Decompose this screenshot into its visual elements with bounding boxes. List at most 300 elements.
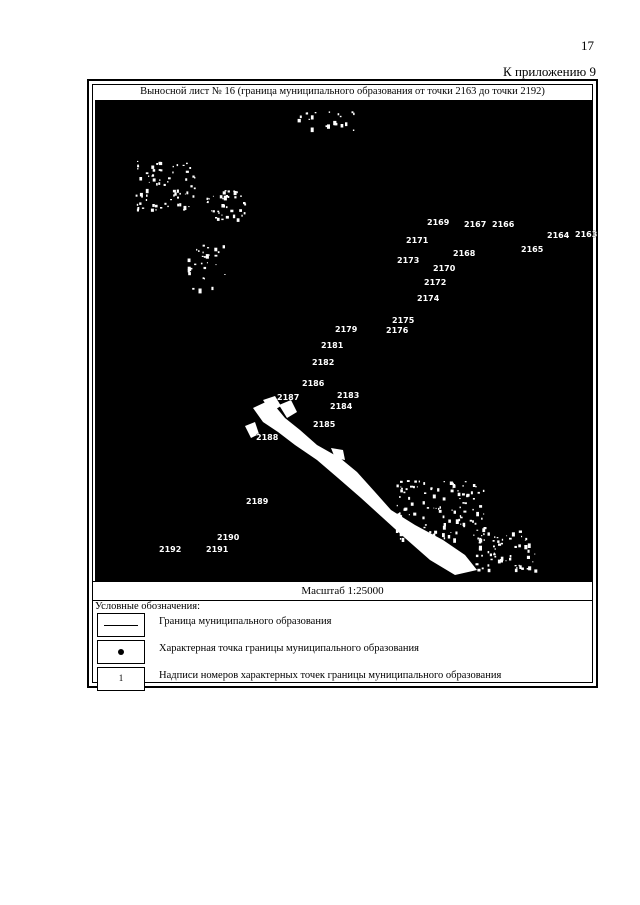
- terrain-feature: [476, 530, 478, 531]
- terrain-feature: [230, 210, 233, 213]
- map-sheet-frame: [87, 79, 598, 688]
- terrain-feature: [478, 492, 480, 494]
- terrain-feature: [139, 177, 142, 181]
- terrain-feature: [424, 527, 426, 528]
- terrain-feature: [153, 169, 156, 172]
- terrain-feature: [401, 488, 403, 489]
- terrain-feature: [482, 568, 484, 570]
- terrain-feature: [407, 480, 410, 482]
- terrain-feature: [410, 486, 413, 488]
- terrain-feature: [463, 523, 464, 525]
- point-label-2175: 2175: [392, 316, 415, 325]
- terrain-feature: [397, 485, 399, 488]
- terrain-feature: [199, 289, 202, 294]
- terrain-feature: [472, 509, 473, 511]
- terrain-feature: [183, 209, 185, 211]
- point-label-2176: 2176: [386, 326, 409, 335]
- terrain-feature: [479, 542, 482, 544]
- terrain-feature: [465, 502, 467, 504]
- terrain-feature: [137, 204, 138, 206]
- terrain-feature: [213, 196, 214, 197]
- terrain-feature: [224, 196, 227, 201]
- terrain-feature: [153, 178, 156, 181]
- terrain-feature: [494, 536, 495, 537]
- terrain-feature: [442, 533, 445, 537]
- point-label-2192: 2192: [159, 545, 182, 554]
- terrain-feature: [417, 486, 418, 487]
- terrain-feature: [203, 277, 205, 279]
- terrain-feature: [353, 130, 354, 132]
- settlement-area: [245, 396, 477, 575]
- terrain-feature: [414, 481, 417, 483]
- terrain-feature: [475, 523, 477, 525]
- terrain-feature: [458, 493, 461, 496]
- terrain-feature: [515, 569, 518, 572]
- terrain-feature: [234, 191, 237, 195]
- terrain-feature: [167, 181, 168, 183]
- terrain-feature: [209, 198, 210, 199]
- terrain-feature: [425, 524, 427, 526]
- terrain-feature: [209, 255, 210, 256]
- terrain-feature: [453, 538, 456, 543]
- terrain-feature: [188, 206, 189, 207]
- terrain-feature: [222, 198, 223, 200]
- terrain-feature: [521, 536, 522, 537]
- terrain-feature: [419, 481, 420, 483]
- terrain-feature: [228, 196, 229, 198]
- terrain-feature: [460, 507, 461, 509]
- terrain-feature: [172, 172, 173, 174]
- terrain-feature: [473, 498, 475, 500]
- point-label-2187: 2187: [277, 393, 300, 402]
- terrain-feature: [459, 498, 461, 499]
- terrain-feature: [333, 121, 336, 125]
- terrain-feature: [221, 219, 223, 221]
- terrain-feature: [462, 493, 465, 495]
- terrain-feature: [140, 193, 143, 197]
- terrain-feature: [151, 166, 154, 169]
- terrain-feature: [177, 197, 179, 199]
- terrain-feature: [397, 505, 398, 506]
- terrain-feature: [211, 287, 213, 290]
- terrain-feature: [433, 495, 436, 499]
- terrain-feature: [490, 554, 492, 557]
- terrain-feature: [149, 182, 150, 183]
- terrain-feature: [475, 486, 477, 487]
- terrain-feature: [528, 550, 530, 553]
- terrain-feature: [516, 567, 517, 569]
- point-label-2181: 2181: [321, 341, 344, 350]
- terrain-feature: [406, 488, 408, 490]
- terrain-feature: [436, 508, 437, 509]
- terrain-feature: [213, 210, 215, 212]
- terrain-feature: [501, 557, 504, 561]
- terrain-feature: [228, 190, 230, 192]
- terrain-feature: [502, 539, 503, 541]
- terrain-feature: [159, 162, 162, 165]
- terrain-feature: [497, 540, 499, 543]
- map-image: [95, 100, 598, 581]
- terrain-feature: [193, 195, 195, 197]
- terrain-feature: [493, 540, 495, 542]
- terrain-feature: [217, 211, 219, 213]
- terrain-feature: [244, 203, 246, 205]
- terrain-feature: [173, 190, 176, 193]
- point-label-2173: 2173: [397, 256, 420, 265]
- terrain-feature: [402, 538, 405, 542]
- terrain-feature: [168, 177, 171, 179]
- terrain-feature: [220, 195, 223, 198]
- terrain-feature: [186, 191, 188, 194]
- terrain-feature: [136, 195, 138, 197]
- terrain-feature: [482, 528, 485, 532]
- terrain-feature: [204, 256, 206, 258]
- terrain-feature: [444, 523, 446, 526]
- terrain-feature: [185, 178, 187, 181]
- terrain-feature: [443, 497, 446, 500]
- terrain-feature: [454, 511, 456, 514]
- terrain-feature: [225, 190, 227, 191]
- terrain-feature: [470, 520, 472, 522]
- terrain-feature: [164, 184, 166, 186]
- terrain-feature: [215, 217, 217, 219]
- terrain-feature: [142, 208, 144, 209]
- appendix-reference: К приложению 9: [503, 64, 596, 79]
- terrain-feature: [494, 556, 496, 558]
- terrain-feature: [298, 119, 301, 123]
- terrain-feature: [493, 554, 496, 556]
- terrain-feature: [198, 250, 200, 252]
- terrain-feature: [240, 195, 242, 197]
- terrain-feature: [215, 255, 218, 257]
- terrain-feature: [223, 245, 225, 248]
- terrain-feature: [481, 555, 483, 557]
- terrain-feature: [237, 218, 240, 222]
- terrain-feature: [460, 524, 461, 525]
- terrain-feature: [515, 565, 517, 566]
- terrain-feature: [483, 514, 484, 515]
- terrain-feature: [207, 247, 209, 248]
- terrain-feature: [433, 508, 434, 509]
- terrain-feature: [463, 511, 466, 513]
- terrain-feature: [164, 203, 166, 205]
- terrain-feature: [525, 538, 527, 540]
- terrain-feature: [156, 183, 158, 186]
- terrain-feature: [309, 119, 311, 120]
- terrain-feature: [423, 501, 425, 504]
- terrain-feature: [194, 264, 196, 266]
- terrain-feature: [188, 272, 191, 275]
- terrain-feature: [300, 116, 302, 119]
- terrain-feature: [493, 546, 495, 548]
- terrain-feature: [137, 168, 138, 170]
- legend-item-point: [97, 640, 577, 664]
- terrain-feature: [352, 111, 354, 113]
- settlement-patch: [253, 400, 477, 575]
- terrain-feature: [177, 190, 179, 193]
- terrain-feature: [481, 518, 483, 520]
- terrain-feature: [226, 216, 229, 219]
- terrain-feature: [221, 215, 222, 216]
- terrain-feature: [413, 513, 416, 516]
- terrain-feature: [484, 539, 485, 541]
- terrain-feature: [207, 202, 209, 203]
- point-label-2168: 2168: [453, 249, 476, 258]
- terrain-feature: [519, 565, 520, 567]
- terrain-feature: [207, 199, 208, 200]
- terrain-feature: [479, 505, 482, 508]
- terrain-feature: [448, 535, 450, 539]
- terrain-feature: [315, 112, 317, 113]
- point-label-2191: 2191: [206, 545, 229, 554]
- terrain-feature: [183, 165, 185, 166]
- terrain-feature: [218, 212, 219, 214]
- terrain-feature: [137, 165, 139, 168]
- terrain-feature: [488, 569, 491, 572]
- terrain-feature: [224, 274, 225, 275]
- terrain-feature: [326, 125, 328, 127]
- terrain-feature: [424, 492, 426, 494]
- terrain-feature: [448, 520, 451, 523]
- map-scale: Масштаб 1:25000: [93, 581, 592, 601]
- terrain-feature: [192, 288, 194, 290]
- terrain-feature: [413, 486, 415, 488]
- legend-label: Характерная точка границы муниципального образования: [159, 643, 419, 654]
- terrain-feature: [226, 206, 228, 208]
- point-label-2188: 2188: [256, 433, 279, 442]
- point-label-2190: 2190: [217, 533, 240, 542]
- terrain-feature: [472, 520, 474, 523]
- terrain-feature: [403, 492, 405, 494]
- terrain-feature: [505, 560, 506, 561]
- terrain-feature: [400, 481, 403, 483]
- terrain-feature: [188, 259, 191, 263]
- terrain-feature: [400, 489, 403, 492]
- terrain-feature: [483, 490, 485, 492]
- terrain-feature: [146, 189, 149, 193]
- terrain-feature: [488, 551, 490, 553]
- terrain-feature: [338, 113, 340, 115]
- terrain-feature: [345, 122, 347, 126]
- terrain-feature: [208, 198, 209, 199]
- terrain-feature: [215, 264, 216, 265]
- terrain-feature: [241, 215, 242, 217]
- legend-title: Условные обозначения:: [95, 601, 201, 612]
- point-label-2171: 2171: [406, 236, 429, 245]
- terrain-feature: [514, 546, 517, 548]
- terrain-feature: [462, 502, 464, 504]
- terrain-feature: [427, 507, 429, 509]
- terrain-feature: [509, 558, 511, 561]
- terrain-feature: [146, 199, 147, 201]
- terrain-feature: [422, 517, 424, 520]
- terrain-feature: [483, 533, 484, 535]
- terrain-feature: [234, 196, 236, 198]
- terrain-feature: [233, 215, 235, 219]
- sheet-title: Выносной лист № 16 (граница муниципального образования от точки 2163 до точки 2192): [140, 86, 545, 97]
- point-label-2172: 2172: [424, 278, 447, 287]
- terrain-feature: [423, 482, 425, 485]
- terrain-feature: [244, 212, 246, 214]
- terrain-feature: [411, 503, 414, 506]
- terrain-feature: [329, 111, 330, 113]
- terrain-feature: [146, 172, 149, 174]
- terrain-feature: [160, 169, 162, 171]
- point-label-2169: 2169: [427, 218, 450, 227]
- terrain-feature: [473, 484, 476, 487]
- terrain-feature: [444, 537, 445, 539]
- point-label-2182: 2182: [312, 358, 335, 367]
- point-number-symbol: [97, 667, 145, 691]
- map-sheet-inner-border: [92, 84, 598, 683]
- terrain-feature: [404, 508, 407, 511]
- terrain-feature: [437, 488, 439, 491]
- point-label-2185: 2185: [313, 420, 336, 429]
- terrain-feature: [218, 251, 220, 253]
- terrain-feature: [137, 209, 139, 212]
- point-label-2183: 2183: [337, 391, 360, 400]
- terrain-feature: [494, 553, 495, 554]
- point-label-2179: 2179: [335, 325, 358, 334]
- point-label-2174: 2174: [417, 294, 440, 303]
- terrain-feature: [307, 112, 308, 113]
- terrain-feature: [146, 195, 148, 197]
- terrain-feature: [510, 555, 512, 558]
- terrain-feature: [488, 564, 490, 566]
- terrain-feature: [476, 555, 479, 557]
- terrain-feature: [190, 185, 192, 187]
- terrain-feature: [528, 543, 531, 548]
- terrain-feature: [519, 531, 522, 533]
- point-label-2167: 2167: [464, 220, 487, 229]
- terrain-feature: [450, 482, 453, 486]
- terrain-feature: [457, 490, 458, 491]
- terrain-feature: [408, 497, 410, 500]
- terrain-feature: [311, 115, 314, 119]
- terrain-feature: [525, 540, 526, 541]
- terrain-feature: [186, 163, 188, 164]
- terrain-feature: [160, 207, 162, 209]
- terrain-feature: [524, 545, 527, 549]
- terrain-feature: [214, 248, 217, 252]
- boundary-line-symbol: [97, 613, 145, 637]
- terrain-feature: [473, 535, 474, 536]
- terrain-feature: [501, 543, 503, 545]
- terrain-feature: [444, 481, 446, 482]
- terrain-feature: [495, 548, 497, 549]
- terrain-feature: [173, 166, 174, 167]
- terrain-feature: [439, 510, 442, 513]
- terrain-feature: [498, 544, 501, 546]
- terrain-feature: [202, 256, 204, 257]
- terrain-feature: [477, 538, 479, 540]
- terrain-feature: [177, 164, 179, 166]
- terrain-feature: [438, 508, 439, 510]
- terrain-feature: [451, 490, 454, 493]
- terrain-feature: [450, 532, 451, 533]
- terrain-feature: [221, 204, 224, 208]
- point-label-2186: 2186: [302, 379, 325, 388]
- terrain-feature: [211, 210, 212, 211]
- terrain-feature: [152, 174, 154, 176]
- terrain-feature: [456, 519, 459, 524]
- terrain-feature: [497, 537, 499, 538]
- terrain-feature: [196, 249, 197, 251]
- terrain-feature: [159, 180, 161, 181]
- terrain-feature: [167, 206, 169, 207]
- terrain-feature: [400, 538, 401, 540]
- legend-item-label: [97, 667, 577, 691]
- terrain-feature: [158, 182, 160, 185]
- legend-label: Надписи номеров характерных точек границы муниципального образования: [159, 670, 502, 681]
- page-number: 17: [581, 38, 594, 53]
- point-label-2164: 2164: [547, 231, 570, 240]
- terrain-feature: [217, 218, 220, 221]
- terrain-feature: [453, 484, 456, 487]
- terrain-feature: [476, 512, 479, 516]
- terrain-feature: [512, 532, 515, 536]
- terrain-feature: [174, 192, 176, 195]
- terrain-feature: [488, 532, 490, 535]
- terrain-feature: [204, 267, 207, 269]
- terrain-feature: [451, 510, 452, 511]
- terrain-feature: [188, 269, 190, 272]
- terrain-feature: [479, 540, 480, 541]
- terrain-feature: [203, 245, 205, 247]
- terrain-feature: [151, 209, 154, 212]
- terrain-feature: [179, 203, 181, 206]
- terrain-feature: [156, 163, 158, 165]
- terrain-feature: [481, 535, 482, 536]
- terrain-feature: [311, 128, 314, 133]
- terrain-feature: [152, 204, 155, 207]
- legend: [93, 600, 592, 682]
- terrain-feature: [139, 202, 141, 205]
- terrain-feature: [340, 116, 342, 117]
- terrain-feature: [400, 487, 401, 488]
- terrain-feature: [532, 561, 533, 562]
- terrain-feature: [206, 254, 209, 259]
- terrain-feature: [476, 563, 479, 565]
- map-canvas: [95, 100, 598, 581]
- terrain-feature: [190, 268, 192, 270]
- terrain-feature: [194, 188, 196, 190]
- terrain-feature: [463, 485, 464, 487]
- boundary-point-symbol: [97, 640, 145, 664]
- terrain-feature: [465, 481, 467, 482]
- terrain-feature: [440, 506, 442, 508]
- terrain-feature: [237, 191, 238, 193]
- terrain-feature: [155, 209, 156, 211]
- terrain-feature: [471, 491, 473, 494]
- terrain-feature: [155, 205, 158, 208]
- terrain-feature: [179, 193, 181, 195]
- terrain-feature: [467, 494, 470, 497]
- terrain-feature: [137, 161, 138, 162]
- terrain-feature: [399, 496, 401, 498]
- terrain-feature: [148, 176, 149, 178]
- terrain-feature: [521, 568, 524, 570]
- terrain-feature: [185, 194, 186, 195]
- point-label-2166: 2166: [492, 220, 515, 229]
- legend-item-boundary: [97, 613, 577, 637]
- terrain-feature: [239, 209, 242, 212]
- terrain-feature: [177, 204, 179, 207]
- terrain-feature: [207, 262, 208, 263]
- point-label-2189: 2189: [246, 497, 269, 506]
- point-label-2165: 2165: [521, 245, 544, 254]
- terrain-feature: [434, 531, 437, 534]
